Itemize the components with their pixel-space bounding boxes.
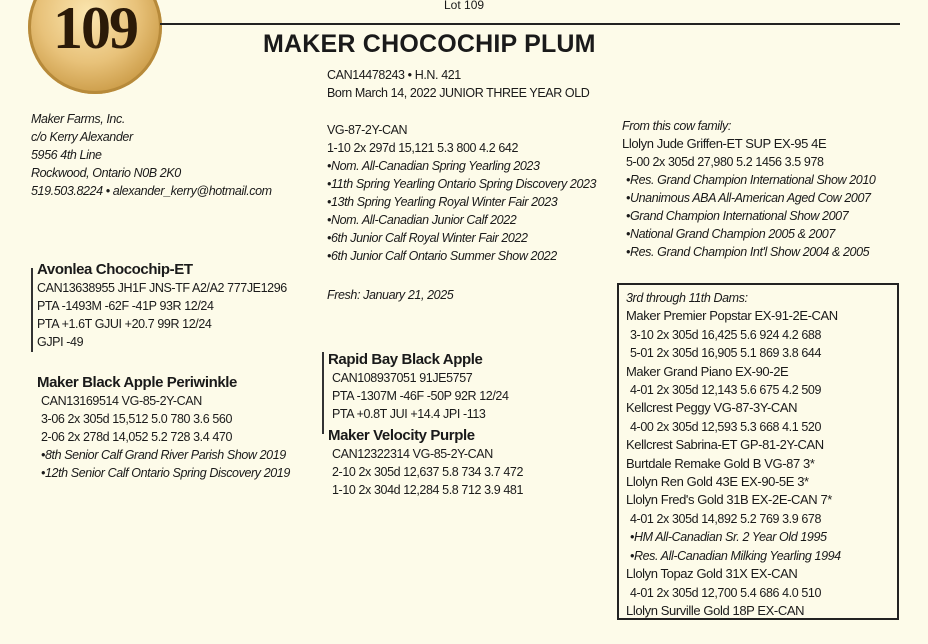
dam-ancestor-name: Llolyn Ren Gold 43E EX-90-5E 3* xyxy=(626,474,809,490)
cow-family-block xyxy=(622,117,875,261)
pedigree-bar-sire xyxy=(31,268,33,352)
mgs-line: PTA +0.8T JUI +14.4 JPI -113 xyxy=(332,407,486,421)
consignor-line: Rockwood, Ontario N0B 2K0 xyxy=(31,166,181,180)
family-record: 5-00 2x 305d 27,980 5.2 1456 3.5 978 xyxy=(626,155,824,169)
dam-ancestor-record: 4-00 2x 305d 12,593 5.3 668 4.1 520 xyxy=(630,419,822,434)
granddam-record: 1-10 2x 304d 12,284 5.8 712 3.9 481 xyxy=(332,483,524,497)
mgs-name: Rapid Bay Black Apple xyxy=(328,351,483,368)
family-award: •Unanimous ABA All-American Aged Cow 2007 xyxy=(626,191,871,205)
consignor-block xyxy=(31,110,272,200)
lot-label: Lot 109 xyxy=(444,0,485,12)
animal-registration: CAN14478243 • H.N. 421 xyxy=(327,68,461,82)
consignor-contact: 519.503.8224 • alexander_kerry@hotmail.com xyxy=(31,184,272,198)
consignor-line: Maker Farms, Inc. xyxy=(31,112,125,126)
dam-ancestor-name: Maker Premier Popstar EX-91-2E-CAN xyxy=(626,308,838,324)
dam-ancestor-record: 5-01 2x 305d 16,905 5.1 869 3.8 644 xyxy=(630,346,822,361)
animal-award: •6th Junior Calf Ontario Summer Show 2022 xyxy=(327,249,557,263)
dam-ancestor-award: •Res. All-Canadian Milking Yearling 1994 xyxy=(630,548,841,563)
consignor-line: c/o Kerry Alexander xyxy=(31,130,133,144)
dam-ancestor-name: Llolyn Surville Gold 18P EX-CAN xyxy=(626,602,805,618)
granddam-block xyxy=(328,427,523,499)
sire-block xyxy=(37,261,287,351)
animal-award: •6th Junior Calf Royal Winter Fair 2022 xyxy=(327,231,528,245)
family-award: •National Grand Champion 2005 & 2007 xyxy=(626,227,835,241)
dam-ancestor-name: Burtdale Remake Gold B VG-87 3* xyxy=(626,455,815,471)
family-name: Llolyn Jude Griffen-ET SUP EX-95 4E xyxy=(622,136,827,151)
dam-ancestor-record: 4-01 2x 305d 12,700 5.4 686 4.0 510 xyxy=(630,585,822,600)
dam-ancestor-name: Kellcrest Sabrina-ET GP-81-2Y-CAN xyxy=(626,437,824,453)
animal-birth: Born March 14, 2022 JUNIOR THREE YEAR OLD xyxy=(327,86,590,100)
dam-block xyxy=(37,374,290,482)
dam-award: •8th Senior Calf Grand River Parish Show 2019 xyxy=(41,448,286,462)
dam-record: 2-06 2x 278d 14,052 5.2 728 3.4 470 xyxy=(41,430,233,444)
dam-ancestor-record: 4-01 2x 305d 12,143 5.6 675 4.2 509 xyxy=(630,383,822,398)
family-heading: From this cow family: xyxy=(622,119,731,133)
sire-line: GJPI -49 xyxy=(37,335,84,349)
granddam-line: CAN12322314 VG-85-2Y-CAN xyxy=(332,447,493,461)
animal-name: MAKER CHOCOCHIP PLUM xyxy=(263,30,596,58)
lot-number: 109 xyxy=(53,0,137,61)
consignor-line: 5956 4th Line xyxy=(31,148,102,162)
dams-heading: 3rd through 11th Dams: xyxy=(626,291,748,305)
mgs-line: PTA -1307M -46F -50P 92R 12/24 xyxy=(332,389,509,403)
sire-name: Avonlea Chocochip-ET xyxy=(37,261,193,278)
dam-ancestor-name: Llolyn Topaz Gold 31X EX-CAN xyxy=(626,566,798,582)
dam-ancestor-name: Llolyn Fred's Gold 31B EX-2E-CAN 7* xyxy=(626,492,832,508)
mgs-block xyxy=(328,351,509,423)
animal-award: •13th Spring Yearling Royal Winter Fair 2023 xyxy=(327,195,558,209)
dams-box xyxy=(617,283,899,620)
dam-name: Maker Black Apple Periwinkle xyxy=(37,374,238,391)
mgs-line: CAN108937051 91JE5757 xyxy=(332,371,473,385)
dam-record: 3-06 2x 305d 15,512 5.0 780 3.6 560 xyxy=(41,412,233,426)
fresh-date: Fresh: January 21, 2025 xyxy=(327,288,454,302)
family-award: •Res. Grand Champion International Show 2010 xyxy=(626,173,876,187)
dam-ancestor-name: Kellcrest Peggy VG-87-3Y-CAN xyxy=(626,400,798,416)
animal-award: •Nom. All-Canadian Spring Yearling 2023 xyxy=(327,159,540,173)
animal-award: •Nom. All-Canadian Junior Calf 2022 xyxy=(327,213,517,227)
granddam-record: 2-10 2x 305d 12,637 5.8 734 3.7 472 xyxy=(332,465,524,479)
dam-ancestor-record: 4-01 2x 305d 14,892 5.2 769 3.9 678 xyxy=(630,511,822,526)
pedigree-bar-mgs xyxy=(322,352,324,434)
dam-line: CAN13169514 VG-85-2Y-CAN xyxy=(41,394,202,408)
dams-list xyxy=(626,289,841,620)
header-rule xyxy=(160,23,900,25)
family-award: •Res. Grand Champion Int'l Show 2004 & 2005 xyxy=(626,245,870,259)
dam-ancestor-award: •HM All-Canadian Sr. 2 Year Old 1995 xyxy=(630,530,827,545)
dam-ancestor-name: Maker Grand Piano EX-90-2E xyxy=(626,363,789,379)
family-award: •Grand Champion International Show 2007 xyxy=(626,209,849,223)
animal-record: 1-10 2x 297d 15,121 5.3 800 4.2 642 xyxy=(327,141,519,155)
animal-record-block xyxy=(327,121,596,265)
granddam-name: Maker Velocity Purple xyxy=(328,427,475,444)
dam-award: •12th Senior Calf Ontario Spring Discovery 2019 xyxy=(41,466,290,480)
sire-line: PTA -1493M -62F -41P 93R 12/24 xyxy=(37,299,214,313)
dam-ancestor-record: 3-10 2x 305d 16,425 5.6 924 4.2 688 xyxy=(630,327,822,342)
sire-line: PTA +1.6T GJUI +20.7 99R 12/24 xyxy=(37,317,212,331)
animal-award: •11th Spring Yearling Ontario Spring Discovery 2023 xyxy=(327,177,597,191)
animal-classification: VG-87-2Y-CAN xyxy=(327,123,408,137)
sire-line: CAN13638955 JH1F JNS-TF A2/A2 777JE1296 xyxy=(37,281,287,295)
